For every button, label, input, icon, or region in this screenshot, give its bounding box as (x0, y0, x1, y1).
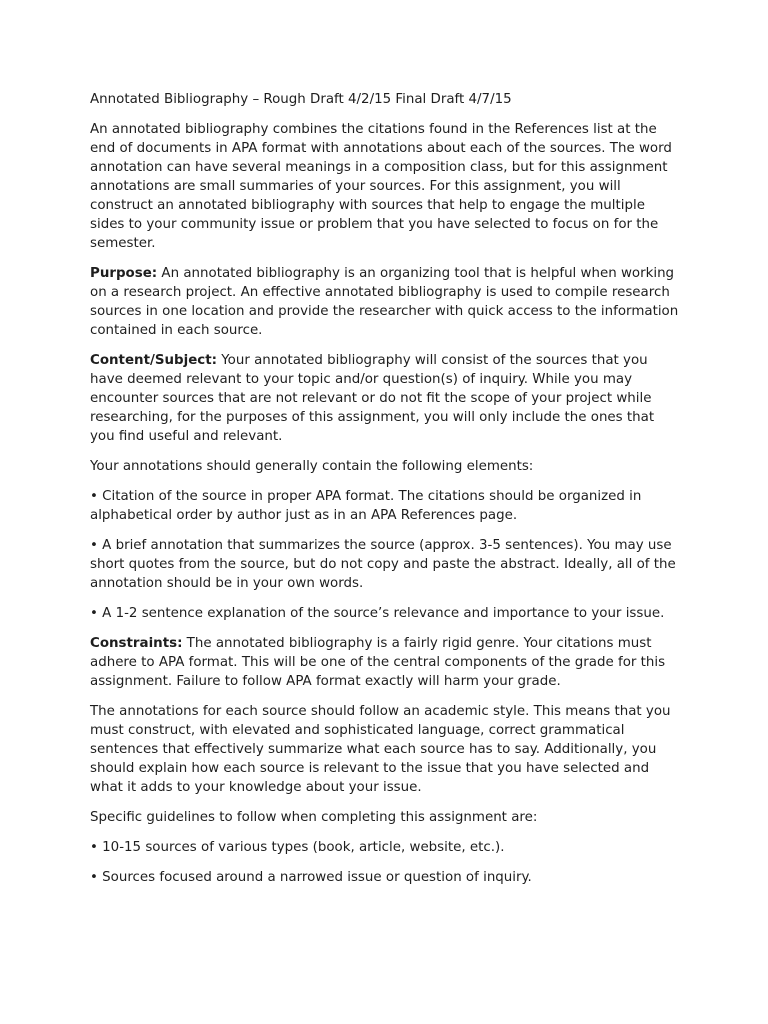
purpose-label: Purpose: (90, 266, 158, 281)
guidelines-intro: Specific guidelines to follow when completing this assignment are: (90, 810, 538, 825)
element-item-annotation: • A brief annotation that summarizes the source (approx. 3-5 sentences). You may use short quotes from the source, but do not copy and paste the abstract. Ideally, all of the annotation should be in your own words. (90, 538, 676, 591)
element-item-citation: • Citation of the source in proper APA format. The citations should be organized in alphabetical order by author just as in an APA References page. (90, 489, 642, 523)
elements-intro: Your annotations should generally contain the following elements: (90, 459, 534, 474)
constraints-paragraph (90, 634, 680, 691)
guideline-item-sources: • 10-15 sources of various types (book, article, website, etc.). (90, 840, 505, 855)
style-paragraph: The annotations for each source should follow an academic style. This means that you must construct, with elevated and sophisticated language, correct grammatical sentences that effectively summarize what each source has to say. Additionally, you should explain how each source is relevant to the issue that you have selected and what it adds to your knowledge about your issue. (90, 704, 671, 795)
content-subject-paragraph (90, 351, 680, 446)
purpose-text: An annotated bibliography is an organizing tool that is helpful when working on a research project. An effective annotated bibliography is used to compile research sources in one location and provide the researcher with quick access to the information contained in each source. (90, 266, 679, 338)
purpose-paragraph (90, 264, 680, 340)
content-subject-text: Your annotated bibliography will consist of the sources that you have deemed relevant to your topic and/or question(s) of inquiry. While you may encounter sources that are not relevant or do not fit the scope of your project while researching, for the purposes of this assignment, you will only include the ones that you find useful and relevant. (90, 353, 655, 444)
document-page (90, 90, 680, 898)
document-title: Annotated Bibliography – Rough Draft 4/2/15 Final Draft 4/7/15 (90, 92, 512, 107)
intro-paragraph: An annotated bibliography combines the citations found in the References list at the end of documents in APA format with annotations about each of the sources. The word annotation can have several meanings in a composition class, but for this assignment annotations are small summaries of your sources. For this assignment, you will construct an annotated bibliography with sources that help to engage the multiple sides to your community issue or problem that you have selected to focus on for the semester. (90, 122, 672, 251)
guideline-item-focus: • Sources focused around a narrowed issue or question of inquiry. (90, 870, 532, 885)
content-subject-label: Content/Subject: (90, 353, 217, 368)
constraints-text: The annotated bibliography is a fairly rigid genre. Your citations must adhere to APA format. This will be one of the central components of the grade for this assignment. Failure to follow APA format exactly will harm your grade. (90, 636, 666, 689)
constraints-label: Constraints: (90, 636, 183, 651)
element-item-relevance: • A 1-2 sentence explanation of the source’s relevance and importance to your issue. (90, 606, 665, 621)
